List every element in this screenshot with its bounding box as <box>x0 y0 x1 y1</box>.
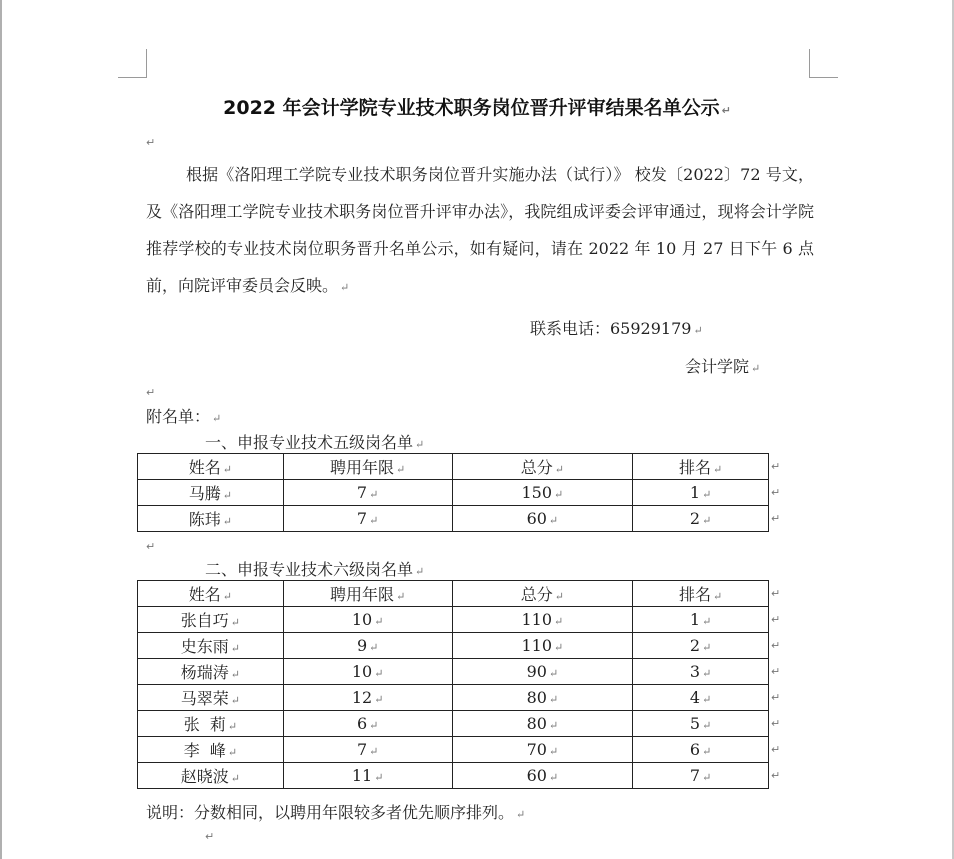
level6-heading-text: 二、申报专业技术六级岗名单 <box>205 560 414 579</box>
paragraph-mark-icon: ↵ <box>146 386 156 399</box>
cell-years: 7 ↵ <box>283 506 452 532</box>
paragraph-mark-icon: ↵ <box>415 438 425 451</box>
cell-rank: 5 ↵ <box>633 711 769 737</box>
cell-rank: 1 ↵ <box>633 607 769 633</box>
table-row <box>138 506 769 532</box>
table-row <box>138 480 769 506</box>
paragraph-mark-icon: ↵ <box>693 324 703 337</box>
cell-rank: 1 ↵ <box>633 480 769 506</box>
cell-years: 7 ↵ <box>283 737 452 763</box>
row-end-mark-icon: ↵ <box>771 769 781 782</box>
row-end-mark-icon: ↵ <box>771 691 781 704</box>
table-row <box>138 607 769 633</box>
header-cell-rank: 排名 ↵ <box>633 454 769 480</box>
paragraph-mark-icon: ↵ <box>146 136 156 149</box>
announcement-body-text: 根据《洛阳理工学院专业技术职务岗位晋升实施办法（试行）》 校发〔2022〕72 号文，及《洛阳理工学院专业技术职务岗位晋升评审办法》，我院组成评委会评审通过，现将会计学院推荐学校的专业技术岗位职务晋升名单公示，如有疑问，请在 2022 年 10 月 27 日下午 6 点前，向院评审委员会反映。 <box>146 165 814 295</box>
paragraph-mark-icon: ↵ <box>721 104 731 117</box>
cell-name: 马翠荣 ↵ <box>138 685 284 711</box>
cell-name: 张自巧 ↵ <box>138 607 284 633</box>
table-row <box>138 633 769 659</box>
row-end-mark-icon: ↵ <box>771 512 781 525</box>
row-end-mark-icon: ↵ <box>771 743 781 756</box>
table-row <box>138 763 769 789</box>
table-row <box>138 659 769 685</box>
cell-years: 7 ↵ <box>283 480 452 506</box>
attachment-label-text: 附名单： <box>146 407 211 426</box>
cell-name: 李 峰 ↵ <box>138 737 284 763</box>
table-row <box>138 711 769 737</box>
document-title <box>0 93 954 120</box>
cell-score: 150 ↵ <box>452 480 633 506</box>
paragraph-mark-icon: ↵ <box>415 565 425 578</box>
header-cell-rank: 排名 ↵ <box>633 581 769 607</box>
attachment-label <box>146 404 221 427</box>
cell-name: 马腾 ↵ <box>138 480 284 506</box>
header-cell-score: 总分 ↵ <box>452 581 633 607</box>
cell-years: 9 ↵ <box>283 633 452 659</box>
paragraph-mark-icon: ↵ <box>205 830 215 843</box>
cell-score: 90 ↵ <box>452 659 633 685</box>
ranking-note-text: 说明：分数相同，以聘用年限较多者优先顺序排列。 <box>146 803 515 822</box>
document-title-text: 2022 年会计学院专业技术职务岗位晋升评审结果名单公示 <box>223 97 720 119</box>
contact-phone-text: 联系电话：65929179 <box>530 319 692 338</box>
cell-score: 60 ↵ <box>452 763 633 789</box>
header-cell-name: 姓名 ↵ <box>138 581 284 607</box>
row-end-mark-icon: ↵ <box>771 717 781 730</box>
row-end-mark-icon: ↵ <box>771 460 781 473</box>
cell-score: 80 ↵ <box>452 711 633 737</box>
cell-name: 赵晓波 ↵ <box>138 763 284 789</box>
contact-phone <box>530 316 703 339</box>
cell-years: 12 ↵ <box>283 685 452 711</box>
announcement-body <box>146 156 814 306</box>
paragraph-mark-icon: ↵ <box>340 281 350 294</box>
department-signature <box>685 354 760 377</box>
page-left-edge <box>0 0 2 859</box>
header-cell-years: 聘用年限 ↵ <box>283 454 452 480</box>
cell-name: 陈玮 ↵ <box>138 506 284 532</box>
level6-heading <box>205 557 424 580</box>
margin-corner-top-right <box>809 49 838 78</box>
ranking-note <box>146 800 525 823</box>
cell-rank: 7 ↵ <box>633 763 769 789</box>
cell-rank: 6 ↵ <box>633 737 769 763</box>
cell-years: 6 ↵ <box>283 711 452 737</box>
cell-rank: 4 ↵ <box>633 685 769 711</box>
cell-score: 110 ↵ <box>452 607 633 633</box>
cell-years: 10 ↵ <box>283 659 452 685</box>
cell-name: 史东雨 ↵ <box>138 633 284 659</box>
table-header-row <box>138 454 769 480</box>
row-end-mark-icon: ↵ <box>771 587 781 600</box>
cell-rank: 2 ↵ <box>633 633 769 659</box>
header-cell-score: 总分 ↵ <box>452 454 633 480</box>
cell-score: 110 ↵ <box>452 633 633 659</box>
cell-years: 10 ↵ <box>283 607 452 633</box>
level5-table <box>137 453 769 532</box>
cell-name: 张 莉 ↵ <box>138 711 284 737</box>
cell-score: 60 ↵ <box>452 506 633 532</box>
row-end-mark-icon: ↵ <box>771 665 781 678</box>
row-end-mark-icon: ↵ <box>771 486 781 499</box>
cell-score: 80 ↵ <box>452 685 633 711</box>
table-row <box>138 685 769 711</box>
cell-name: 杨瑞涛 ↵ <box>138 659 284 685</box>
paragraph-mark-icon: ↵ <box>212 412 222 425</box>
cell-score: 70 ↵ <box>452 737 633 763</box>
table-header-row <box>138 581 769 607</box>
row-end-mark-icon: ↵ <box>771 639 781 652</box>
row-end-mark-icon: ↵ <box>771 613 781 626</box>
department-signature-text: 会计学院 <box>685 357 750 376</box>
table-row <box>138 737 769 763</box>
level5-heading <box>205 430 424 453</box>
cell-rank: 3 ↵ <box>633 659 769 685</box>
level6-table <box>137 580 769 789</box>
margin-corner-top-left <box>118 49 147 78</box>
paragraph-mark-icon: ↵ <box>751 362 761 375</box>
cell-years: 11 ↵ <box>283 763 452 789</box>
header-cell-years: 聘用年限 ↵ <box>283 581 452 607</box>
paragraph-mark-icon: ↵ <box>146 540 156 553</box>
paragraph-mark-icon: ↵ <box>516 808 526 821</box>
level5-heading-text: 一、申报专业技术五级岗名单 <box>205 433 414 452</box>
cell-rank: 2 ↵ <box>633 506 769 532</box>
header-cell-name: 姓名 ↵ <box>138 454 284 480</box>
